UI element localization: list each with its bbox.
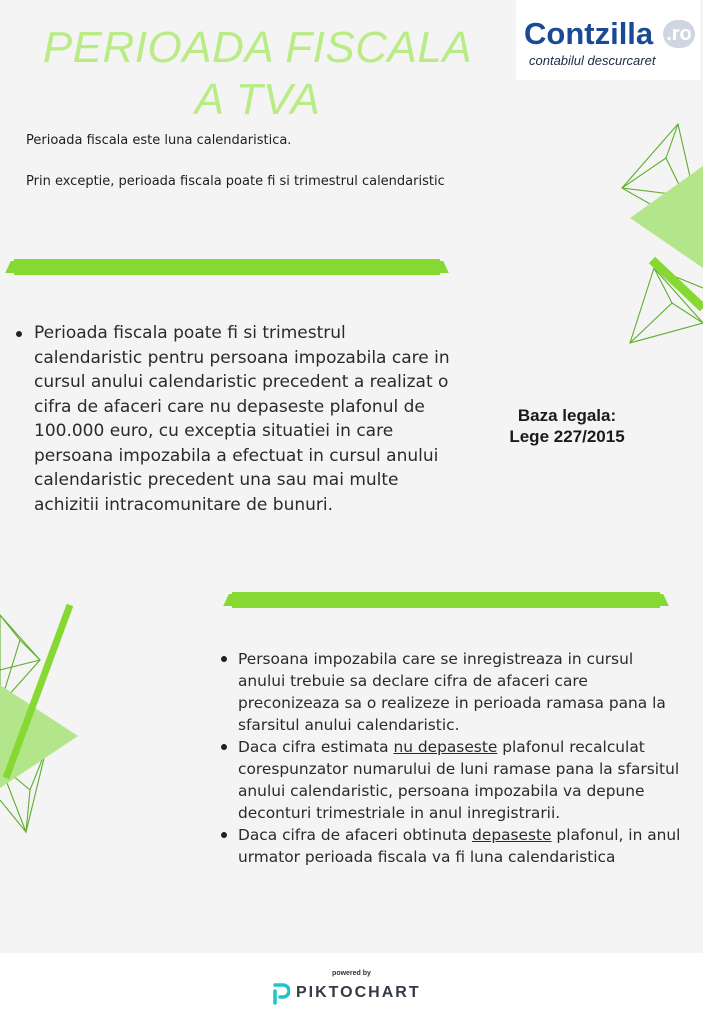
intro-line-2: Prin exceptie, perioada fiscala poate fi si trimestrul calendaristic [26,174,445,189]
piktochart-logo-icon [272,983,290,1005]
logo-ro-badge: .ro [663,20,695,48]
underlined-text: nu depaseste [393,738,498,756]
geometric-decoration-bottom-left [0,600,85,840]
contzilla-logo [516,0,700,80]
page-title [30,22,485,126]
legal-basis-label: Baza legala: [517,406,617,425]
logo-tagline: contabilul descurcaret [529,53,656,68]
list-item: Daca cifra de afaceri obtinuta depaseste plafonul, in anul urmator perioada fiscala va fi luna calendaristica [238,824,683,868]
bullet-list-2 [238,648,683,868]
powered-by-label: powered by [332,970,371,977]
list-item: Perioada fiscala poate fi si trimestrul calendaristic pentru persoana impozabila care in cursul anului calendaristic precedent a realizat o cifra de afaceri care nu depaseste plafonul de 100.000 euro, cu exceptia situatiei in care persoana impozabila a efectuat in cursul anului calendaristic precedent una sau mai multe achizitii intracomunitare de bunuri. [34,321,454,517]
green-brush-divider-2 [232,592,660,608]
underlined-text: depaseste [472,826,552,844]
title-line-1: PERIOADA FISCALA [42,23,473,72]
logo-wordmark: Contzilla [524,16,654,51]
list-item: Daca cifra estimata nu depaseste plafonul recalculat corespunzator numarului de luni ramase pana la sfarsitul anului calendaristic, persoana impozabila va depune deconturi trimestriale in anul inregistrarii. [238,736,683,824]
list-item: Persoana impozabila care se inregistreaza in cursul anului trebuie sa declare cifra de afaceri care preconizeaza sa o realizeze in perioada ramasa pana la sfarsitul anului calendaristic. [238,648,683,736]
green-brush-divider-1 [14,259,440,275]
geometric-decoration-top-right [600,118,703,358]
legal-basis [472,405,662,447]
bullet-list-1 [34,321,454,517]
title-line-2: A TVA [194,75,321,124]
intro-line-1: Perioada fiscala este luna calendaristica. [26,133,292,148]
piktochart-wordmark: PIKTOCHART [296,984,421,1001]
legal-basis-value: Lege 227/2015 [509,427,625,446]
